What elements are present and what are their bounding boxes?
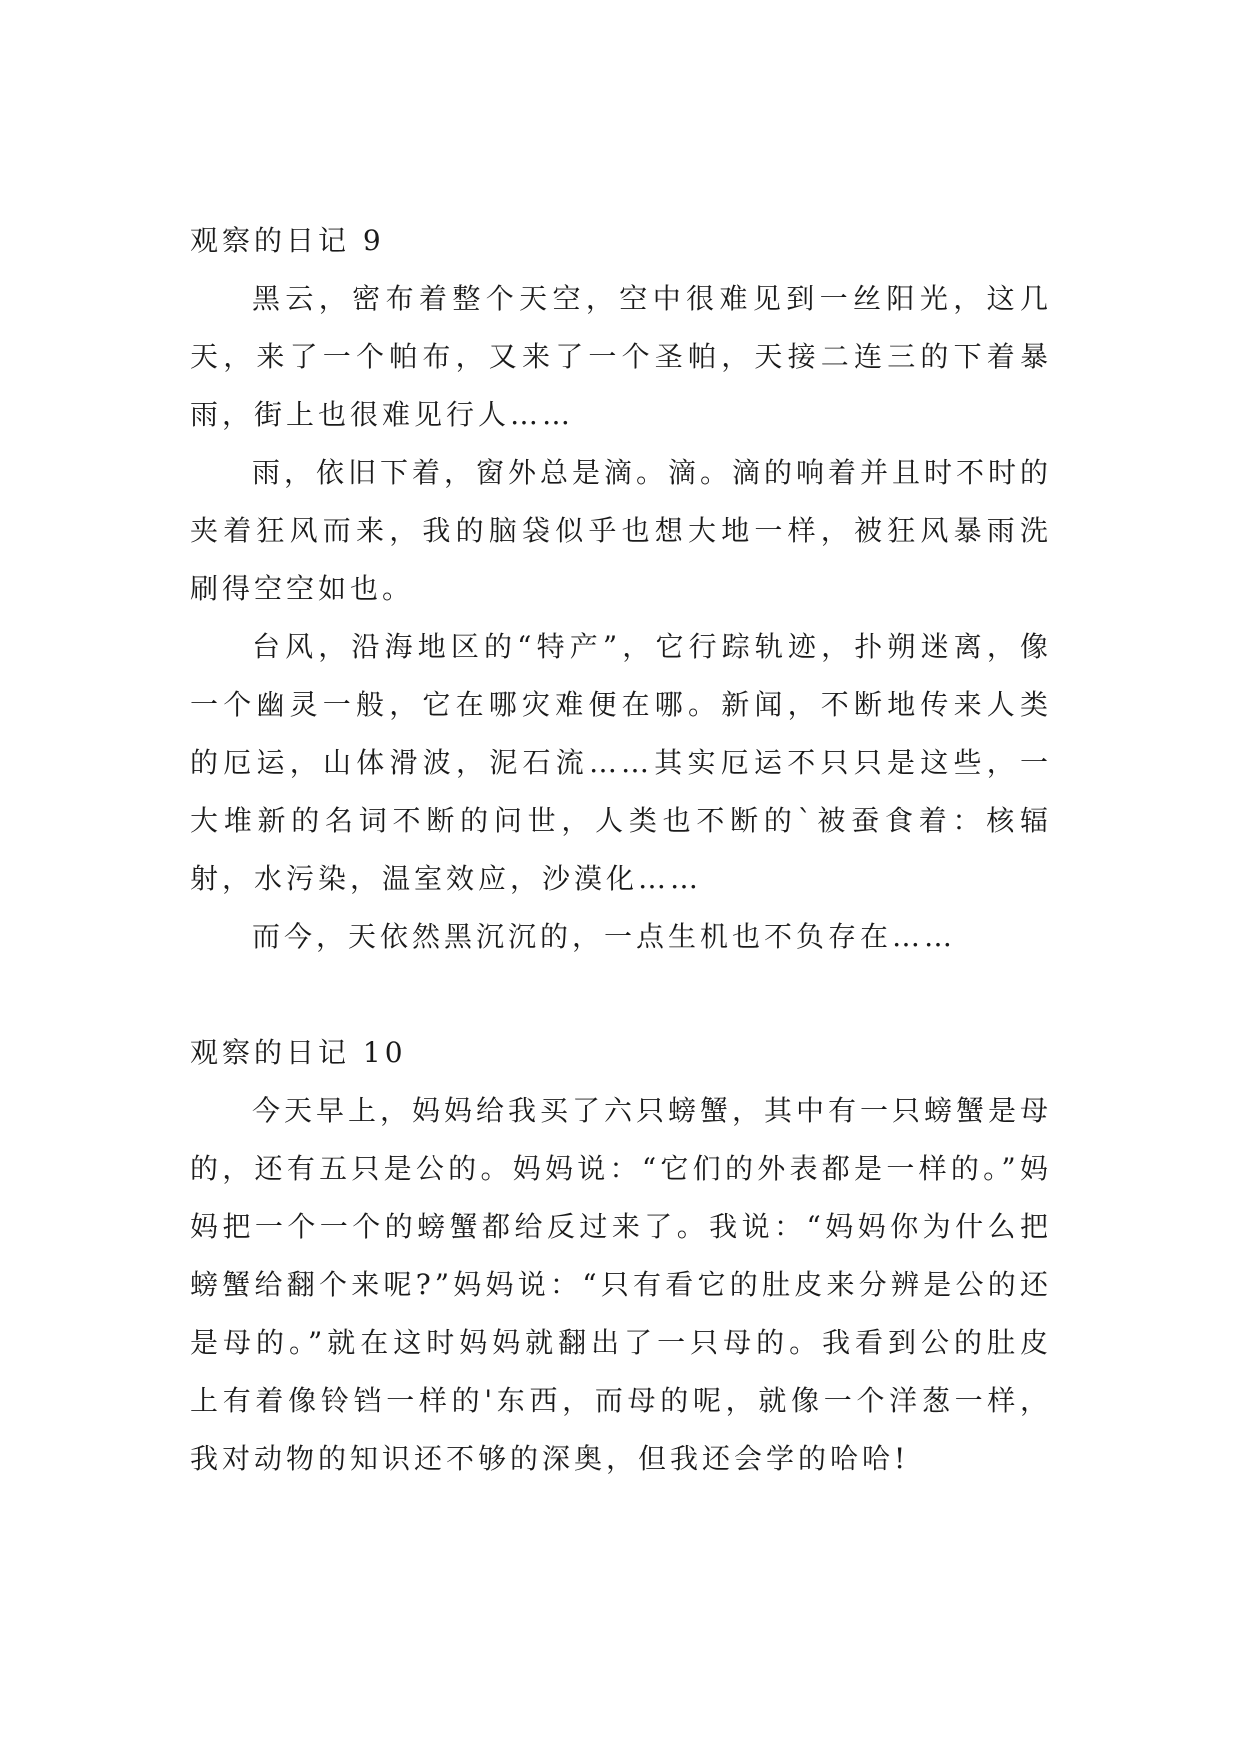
entry-title-9: 观察的日记 9 [190, 224, 385, 257]
section-spacer [190, 966, 1052, 1024]
paragraph: 雨，依旧下着，窗外总是滴。滴。滴的响着并且时不时的夹着狂风而来，我的脑袋似乎也想大地一样，被狂风暴雨洗刷得空空如也。 [190, 456, 1053, 605]
paragraph: 今天早上，妈妈给我买了六只螃蟹，其中有一只螃蟹是母的，还有五只是公的。妈妈说：“它们的外表都是一样的。”妈妈把一个一个的螃蟹都给反过来了。我说：“妈妈你为什么把螃蟹给翻个来呢?”妈妈说：“只有看它的肚皮来分辨是公的还是母的。”就在这时妈妈就翻出了一只母的。我看到公的肚皮上有着像铃铛一样的'东西，而母的呢，就像一个洋葱一样，我对动物的知识还不够的深奥，但我还会学的哈哈! [190, 1094, 1053, 1475]
paragraph: 黑云，密布着整个天空，空中很难见到一丝阳光，这几天，来了一个帕布，又来了一个圣帕，天接二连三的下着暴雨，街上也很难见行人…… [190, 282, 1052, 431]
document-body [190, 212, 1052, 1488]
paragraph: 而今，天依然黑沉沉的，一点生机也不负存在…… [252, 920, 957, 953]
paragraph: 台风，沿海地区的“特产”，它行踪轨迹，扑朔迷离，像一个幽灵一般，它在哪灾难便在哪。新闻，不断地传来人类的厄运，山体滑波，泥石流……其实厄运不只只是这些，一大堆新的名词不断的问世，人类也不断的`被蚕食着：核辐射，水污染，温室效应，沙漠化…… [190, 630, 1052, 895]
entry-title-10: 观察的日记 10 [190, 1036, 407, 1069]
